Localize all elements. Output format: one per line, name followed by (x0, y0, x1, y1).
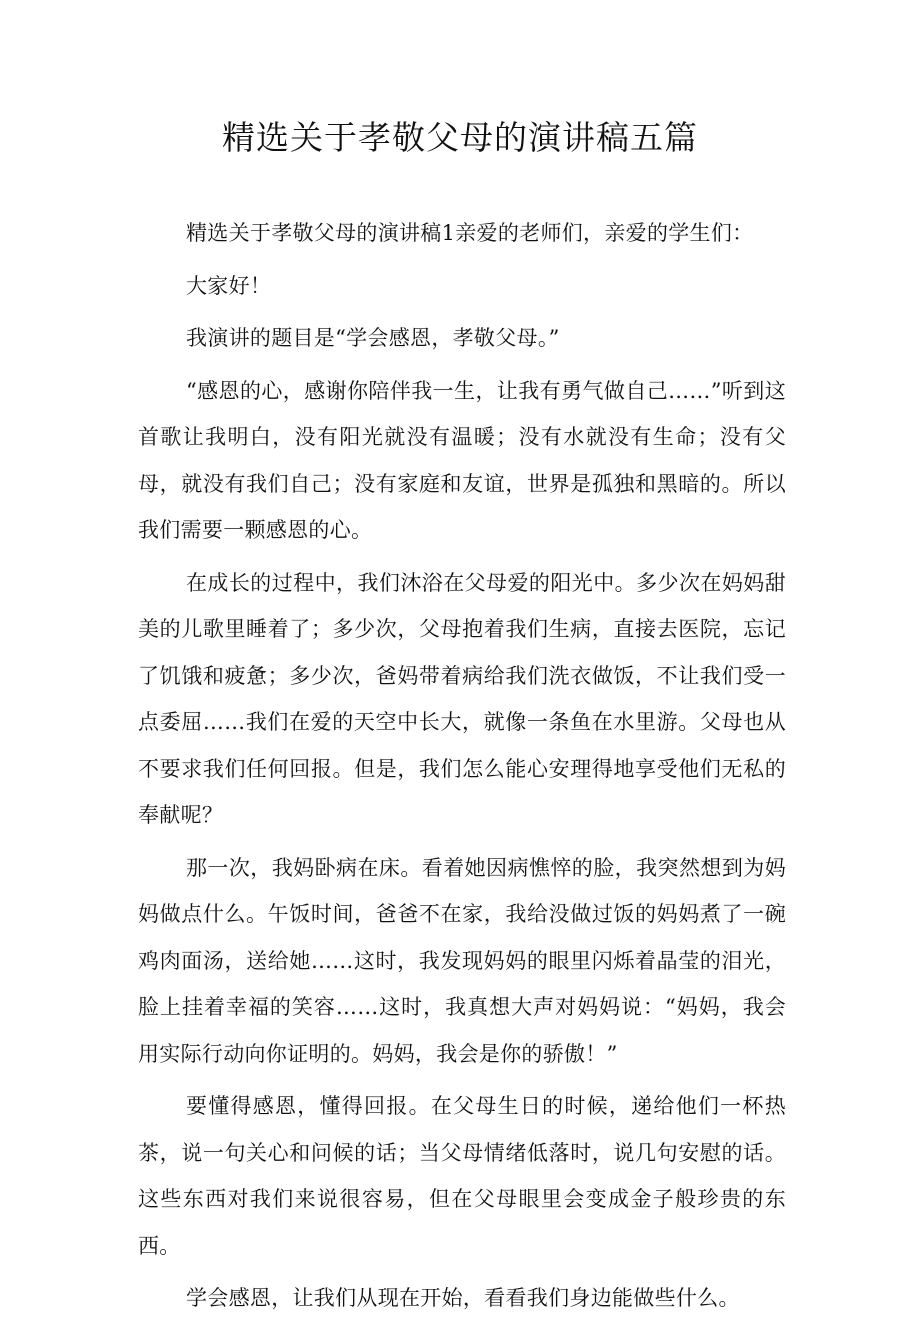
paragraph-hello: 大家好！ (186, 273, 272, 298)
paragraph-mother-sick: 那一次，我妈卧病在床。看着她因病憔悴的脸，我突然想到为妈妈做点什么。午饭时间，爸爸不在家，我给没做过饭的妈妈煮了一碗鸡肉面汤，送给她……这时，我发现妈妈的眼里闪烁着晶莹的泪光，脸上挂着幸福的笑容……这时，我真想大声对妈妈说：“妈妈，我会用实际行动向你证明的。妈妈，我会是你的骄傲！” (138, 855, 786, 1066)
paragraph-song: “感恩的心，感谢你陪伴我一生，让我有勇气做自己……”听到这首歌让我明白，没有阳光就没有温暖；没有水就没有生命；没有父母，就没有我们自己；没有家庭和友谊，世界是孤独和黑暗的。所以我们需要一颗感恩的心。 (138, 378, 786, 542)
paragraph-closing: 学会感恩，让我们从现在开始，看看我们身边能做些什么。 (186, 1286, 740, 1310)
document-body (138, 210, 786, 1328)
paragraph-growing-up: 在成长的过程中，我们沐浴在父母爱的阳光中。多少次在妈妈甜美的儿歌里睡着了；多少次，父母抱着我们生病，直接去医院，忘记了饥饿和疲惫；多少次，爸妈带着病给我们洗衣做饭，不让我们受一点委屈……我们在爱的天空中长大，就像一条鱼在水里游。父母也从不要求我们任何回报。但是，我们怎么能心安理得地享受他们无私的奉献呢？ (138, 570, 786, 827)
document-title: 精选关于孝敬父母的演讲稿五篇 (222, 118, 698, 157)
paragraph-greeting-line: 精选关于孝敬父母的演讲稿1亲爱的老师们，亲爱的学生们： (186, 221, 754, 245)
paragraph-gratitude: 要懂得感恩，懂得回报。在父母生日的时候，递给他们一杯热茶，说一句关心和问候的话；当父母情绪低落时，说几句安慰的话。这些东西对我们来说很容易，但在父母眼里会变成金子般珍贵的东西。 (138, 1094, 786, 1258)
paragraph-speech-topic: 我演讲的题目是“学会感恩，孝敬父母。” (186, 326, 560, 350)
